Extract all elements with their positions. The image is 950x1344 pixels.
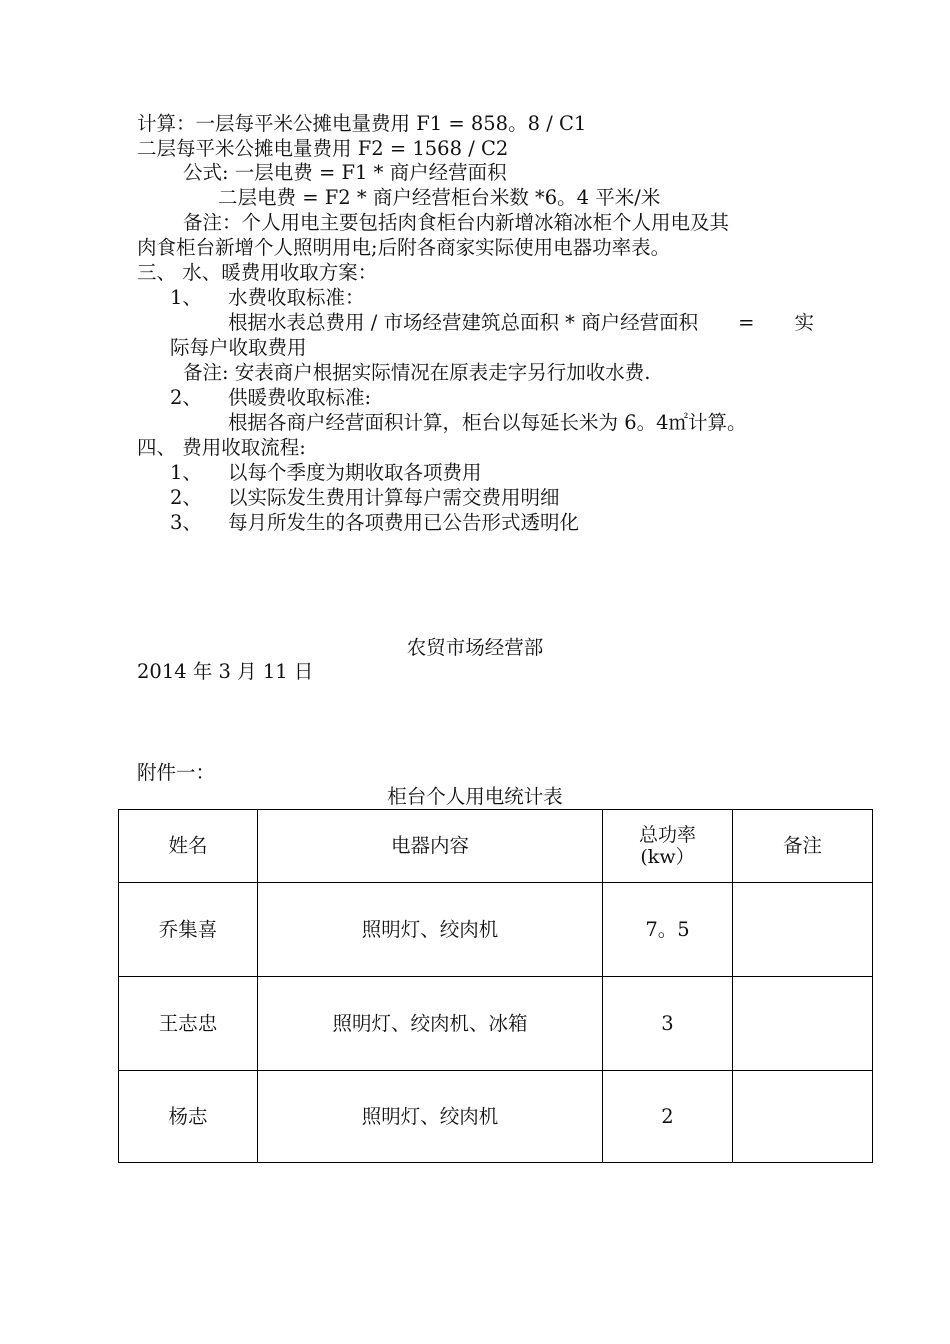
header-remark: 备注 <box>733 810 873 883</box>
cell-appliances: 照明灯、绞肉机 <box>258 1071 603 1163</box>
water-formula-equals: = <box>738 311 755 334</box>
water-formula-continuation: 际每户收取费用 <box>170 336 307 359</box>
note-line-1: 备注：个人用电主要包括肉食柜台内新增冰箱冰柜个人用电及其 <box>183 211 730 234</box>
formula-line-2: 二层电费 = F2 * 商户经营柜台米数 *6。4 平米/米 <box>218 186 661 209</box>
header-power-line-2: (kw） <box>640 846 695 868</box>
table-title: 柜台个人用电统计表 <box>387 785 563 808</box>
s4-item-3-number: 3、 <box>170 511 202 534</box>
table-header-row <box>119 810 873 883</box>
cell-remark <box>733 883 873 977</box>
power-usage-table <box>118 809 873 1163</box>
cell-power: 7。5 <box>603 883 733 977</box>
calc-line-1: 计算：一层每平米公摊电量费用 F1 = 858。8 / C1 <box>137 112 587 135</box>
s3-item-2-number: 2、 <box>170 386 202 409</box>
signature: 农贸市场经营部 <box>406 636 544 659</box>
cell-power: 2 <box>603 1071 733 1163</box>
header-name: 姓名 <box>119 810 258 883</box>
table-row <box>119 883 873 977</box>
attachment-label: 附件一： <box>137 761 216 784</box>
water-note: 备注: 安表商户根据实际情况在原表走字另行加收水费. <box>183 361 651 384</box>
s4-item-1-number: 1、 <box>170 461 202 484</box>
water-formula-line <box>228 311 814 335</box>
section-4-title: 四、 费用收取流程: <box>137 436 306 459</box>
s3-item-2-text: 供暖费收取标准: <box>228 386 372 409</box>
header-power <box>603 810 733 883</box>
calc-line-2: 二层每平米公摊电量费用 F2 = 1568 / C2 <box>137 137 509 160</box>
cell-name: 杨志 <box>119 1071 258 1163</box>
s4-item-1-text: 以每个季度为期收取各项费用 <box>228 461 482 484</box>
formula-line-1: 公式: 一层电费 = F1 * 商户经营面积 <box>183 161 507 184</box>
s4-item-2-text: 以实际发生费用计算每户需交费用明细 <box>228 486 560 509</box>
cell-appliances: 照明灯、绞肉机、冰箱 <box>258 977 603 1071</box>
cell-name: 王志忠 <box>119 977 258 1071</box>
cell-remark <box>733 977 873 1071</box>
water-formula-main: 根据水表总费用 / 市场经营建筑总面积 * 商户经营面积 <box>228 311 699 334</box>
note-line-2: 肉食柜台新增个人照明用电;后附各商家实际使用电器功率表。 <box>137 236 671 259</box>
water-formula-tail: 实 <box>794 311 814 334</box>
section-3-title: 三、 水、暖费用收取方案： <box>137 261 378 284</box>
s3-item-1-text: 水费收取标准： <box>228 286 365 309</box>
s3-item-1-number: 1、 <box>170 286 202 309</box>
header-appliances: 电器内容 <box>258 810 603 883</box>
cell-remark <box>733 1071 873 1163</box>
cell-power: 3 <box>603 977 733 1071</box>
cell-appliances: 照明灯、绞肉机 <box>258 883 603 977</box>
date: 2014 年 3 月 11 日 <box>137 660 314 683</box>
table-row <box>119 1071 873 1163</box>
heating-text: 根据各商户经营面积计算，柜台以每延长米为 6。4㎡计算。 <box>228 411 747 434</box>
cell-name: 乔集喜 <box>119 883 258 977</box>
table-row <box>119 977 873 1071</box>
s4-item-2-number: 2、 <box>170 486 202 509</box>
header-power-line-1: 总功率 <box>638 824 696 846</box>
s4-item-3-text: 每月所发生的各项费用已公告形式透明化 <box>228 511 580 534</box>
